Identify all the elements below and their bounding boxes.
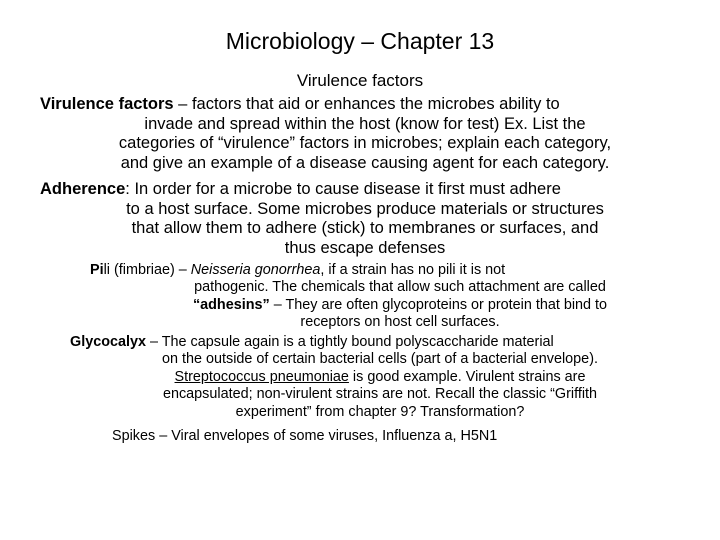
glycocalyx-term: Glycocalyx [70,334,147,350]
pili-line-1 [90,262,710,279]
glycocalyx-line-3 [70,369,690,386]
virulence-term: Virulence factors [40,95,174,113]
glycocalyx-organism: Streptococcus pneumoniae [174,368,349,385]
adherence-term: Adherence [40,180,126,198]
spikes-paragraph [112,428,672,445]
pili-paragraph [90,262,710,332]
adherence-line-1 [40,180,690,200]
pili-line-2: pathogenic. The chemicals that allow such attachment are called [194,279,606,296]
glycocalyx-line-5: experiment” from chapter 9? Transformation? [235,403,525,420]
virulence-line-4: and give an example of a disease causing agent for each category. [120,153,610,172]
adherence-line-1-text: : In order for a microbe to cause disease it first must adhere [125,180,561,198]
pili-term-bold: Pi [90,262,104,278]
pili-organism: Neisseria gonorrhea [190,262,321,278]
adherence-line-3: that allow them to adhere (stick) to membranes or surfaces, and [131,219,599,238]
pili-term-rest: li (fimbriae) – [103,262,191,278]
spikes-line-1: Spikes – Viral envelopes of some viruses, Influenza a, H5N1 [112,428,498,444]
virulence-line-1-text: – factors that aid or enhances the microbes ability to [173,95,560,113]
glycocalyx-line-2: on the outside of certain bacterial cells (part of a bacterial envelope). [162,351,598,368]
adherence-paragraph [40,180,690,258]
slide-title: Microbiology – Chapter 13 [225,28,495,54]
glycocalyx-line-4: encapsulated; non-virulent strains are not. Recall the classic “Griffith [162,386,598,403]
virulence-line-2: invade and spread within the host (know for test) Ex. List the [144,114,586,133]
slide-subtitle: Virulence factors [296,71,424,90]
adherence-line-4: thus escape defenses [284,238,446,257]
glycocalyx-line-1-text: – The capsule again is a tightly bound polyscaccharide material [146,334,554,350]
virulence-line-3: categories of “virulence” factors in microbes; explain each category, [118,134,612,153]
adherence-line-2: to a host surface. Some microbes produce materials or structures [126,199,604,218]
glycocalyx-line-1 [70,334,690,351]
pili-line-4: receptors on host cell surfaces. [300,314,500,331]
glycocalyx-line-3-text: is good example. Virulent strains are [348,368,586,385]
virulence-line-1 [40,95,690,115]
pili-line-1-text: , if a strain has no pili it is not [320,262,506,278]
pili-adhesins: “adhesins” [192,296,270,313]
virulence-paragraph [40,95,690,173]
pili-line-3 [90,297,710,314]
pili-line-3-text: – They are often glycoproteins or protein that bind to [269,296,608,313]
glycocalyx-paragraph [70,334,690,421]
